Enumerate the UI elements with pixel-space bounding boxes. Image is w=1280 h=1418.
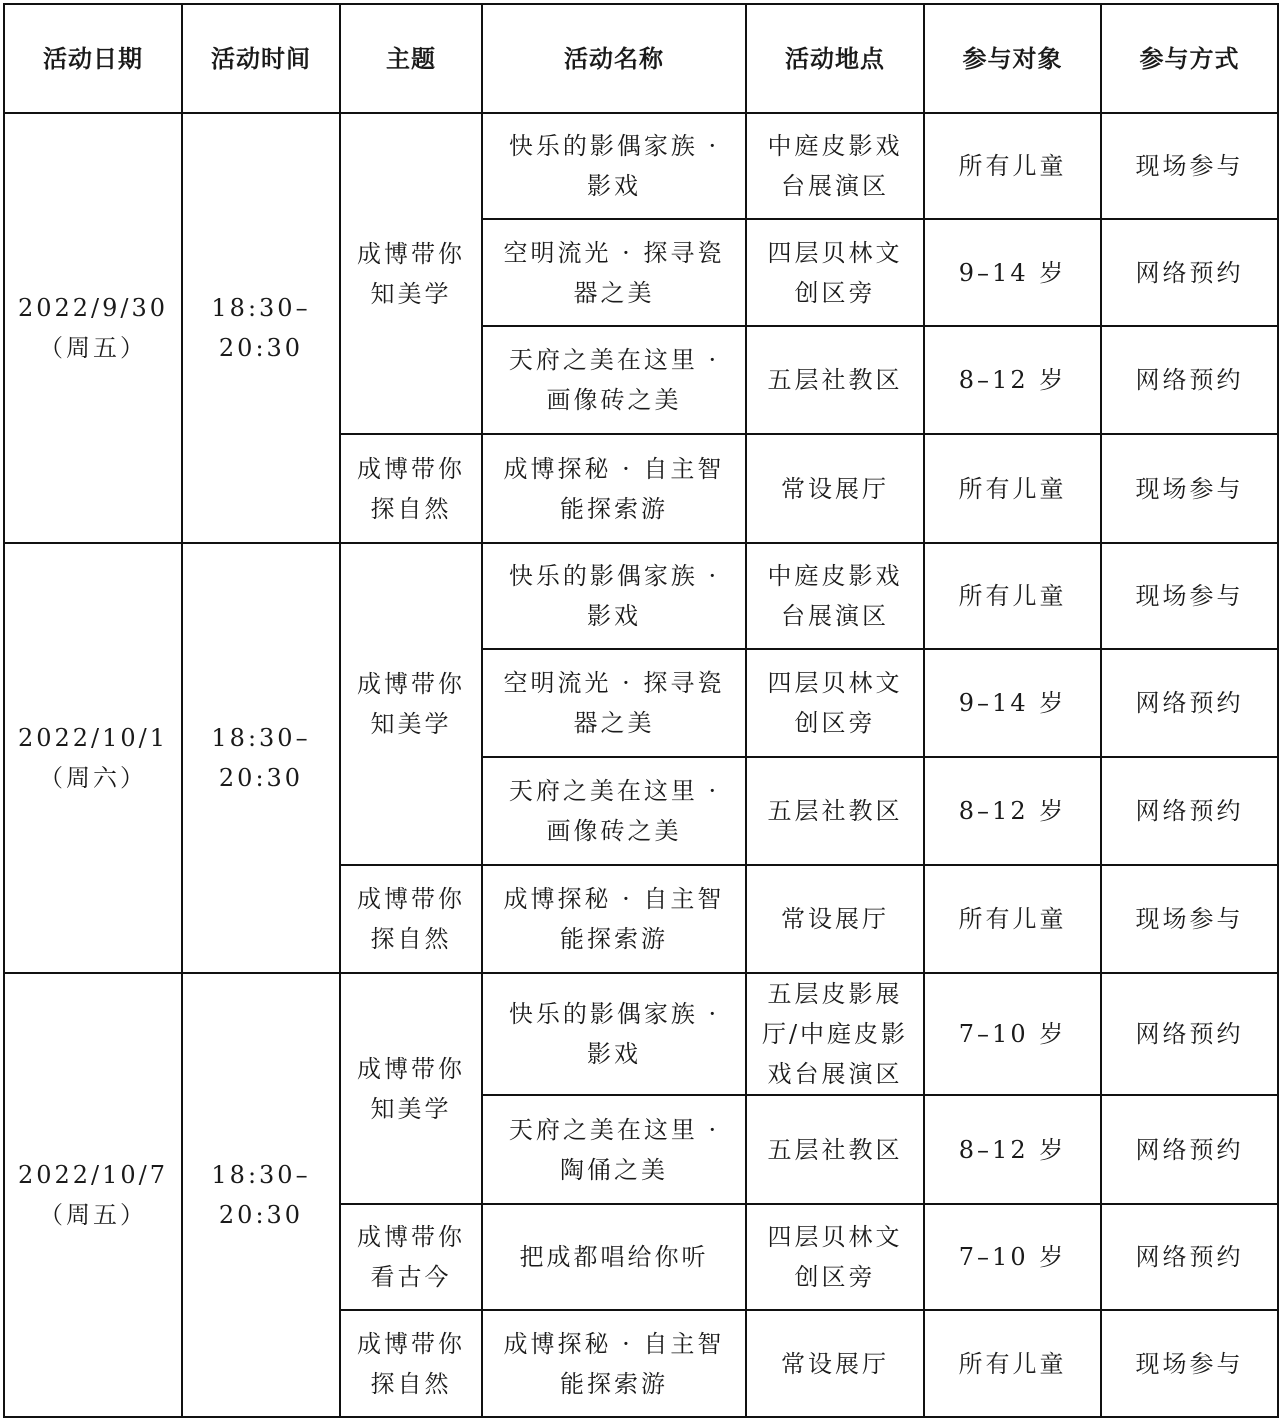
theme-name: 成博带你知美学 xyxy=(340,973,482,1204)
participant-audience: 所有儿童 xyxy=(924,434,1101,543)
participation-method: 网络预约 xyxy=(1101,649,1278,757)
participant-audience: 所有儿童 xyxy=(924,113,1101,219)
activity-location: 四层贝林文创区旁 xyxy=(746,649,924,757)
participation-method: 现场参与 xyxy=(1101,113,1278,219)
activity-location: 常设展厅 xyxy=(746,434,924,543)
participation-method: 网络预约 xyxy=(1101,219,1278,326)
participant-audience: 8–12 岁 xyxy=(924,757,1101,865)
activity-location: 常设展厅 xyxy=(746,865,924,973)
participant-audience: 所有儿童 xyxy=(924,543,1101,649)
activity-location: 五层社教区 xyxy=(746,326,924,434)
activity-weekday: （周五） xyxy=(39,1201,147,1229)
table-row xyxy=(4,973,1278,1095)
participant-audience: 8–12 岁 xyxy=(924,326,1101,434)
participant-audience: 9–14 岁 xyxy=(924,649,1101,757)
participant-audience: 所有儿童 xyxy=(924,865,1101,973)
activity-date-cell xyxy=(4,113,182,543)
participation-method: 网络预约 xyxy=(1101,1095,1278,1204)
activity-weekday: （周五） xyxy=(39,334,147,362)
header-audience: 参与对象 xyxy=(924,4,1101,113)
activity-time: 18:30–20:30 xyxy=(182,543,340,973)
header-theme: 主题 xyxy=(340,4,482,113)
participant-audience: 8–12 岁 xyxy=(924,1095,1101,1204)
activity-name: 成博探秘 · 自主智能探索游 xyxy=(482,434,746,543)
header-activity-name: 活动名称 xyxy=(482,4,746,113)
table-header xyxy=(4,4,1278,113)
activity-date-cell xyxy=(4,543,182,973)
table-row xyxy=(4,113,1278,219)
participation-method: 现场参与 xyxy=(1101,434,1278,543)
activity-location: 常设展厅 xyxy=(746,1310,924,1417)
activity-date-cell xyxy=(4,973,182,1417)
activity-location: 四层贝林文创区旁 xyxy=(746,1204,924,1310)
activity-name: 空明流光 · 探寻瓷器之美 xyxy=(482,219,746,326)
participation-method: 网络预约 xyxy=(1101,326,1278,434)
theme-name: 成博带你探自然 xyxy=(340,434,482,543)
participation-method: 现场参与 xyxy=(1101,865,1278,973)
activity-location: 五层皮影展厅/中庭皮影戏台展演区 xyxy=(746,973,924,1095)
participation-method: 网络预约 xyxy=(1101,973,1278,1095)
activity-name: 天府之美在这里 · 画像砖之美 xyxy=(482,326,746,434)
theme-name: 成博带你探自然 xyxy=(340,1310,482,1417)
participation-method: 网络预约 xyxy=(1101,757,1278,865)
activity-name: 快乐的影偶家族 · 影戏 xyxy=(482,973,746,1095)
activity-name: 快乐的影偶家族 · 影戏 xyxy=(482,113,746,219)
header-row xyxy=(4,4,1278,113)
activity-time: 18:30–20:30 xyxy=(182,973,340,1417)
activity-location: 五层社教区 xyxy=(746,757,924,865)
activity-name: 快乐的影偶家族 · 影戏 xyxy=(482,543,746,649)
activity-name: 空明流光 · 探寻瓷器之美 xyxy=(482,649,746,757)
theme-name: 成博带你知美学 xyxy=(340,113,482,434)
activity-name: 天府之美在这里 · 陶俑之美 xyxy=(482,1095,746,1204)
theme-name: 成博带你看古今 xyxy=(340,1204,482,1310)
header-location: 活动地点 xyxy=(746,4,924,113)
activity-schedule-table xyxy=(3,3,1279,1418)
activity-name: 成博探秘 · 自主智能探索游 xyxy=(482,1310,746,1417)
activity-date: 2022/10/1 xyxy=(17,724,169,752)
participant-audience: 9–14 岁 xyxy=(924,219,1101,326)
header-date: 活动日期 xyxy=(4,4,182,113)
activity-name: 天府之美在这里 · 画像砖之美 xyxy=(482,757,746,865)
activity-location: 五层社教区 xyxy=(746,1095,924,1204)
participant-audience: 所有儿童 xyxy=(924,1310,1101,1417)
participation-method: 网络预约 xyxy=(1101,1204,1278,1310)
activity-date: 2022/10/7 xyxy=(17,1161,169,1189)
table-body xyxy=(4,113,1278,1417)
participant-audience: 7–10 岁 xyxy=(924,1204,1101,1310)
activity-location: 中庭皮影戏台展演区 xyxy=(746,113,924,219)
activity-name: 把成都唱给你听 xyxy=(482,1204,746,1310)
activity-weekday: （周六） xyxy=(39,764,147,792)
activity-name: 成博探秘 · 自主智能探索游 xyxy=(482,865,746,973)
activity-location: 中庭皮影戏台展演区 xyxy=(746,543,924,649)
theme-name: 成博带你知美学 xyxy=(340,543,482,865)
activity-time: 18:30–20:30 xyxy=(182,113,340,543)
table-row xyxy=(4,543,1278,649)
participation-method: 现场参与 xyxy=(1101,543,1278,649)
header-time: 活动时间 xyxy=(182,4,340,113)
participation-method: 现场参与 xyxy=(1101,1310,1278,1417)
participant-audience: 7–10 岁 xyxy=(924,973,1101,1095)
theme-name: 成博带你探自然 xyxy=(340,865,482,973)
activity-location: 四层贝林文创区旁 xyxy=(746,219,924,326)
header-participation-method: 参与方式 xyxy=(1101,4,1278,113)
activity-date: 2022/9/30 xyxy=(17,294,169,322)
